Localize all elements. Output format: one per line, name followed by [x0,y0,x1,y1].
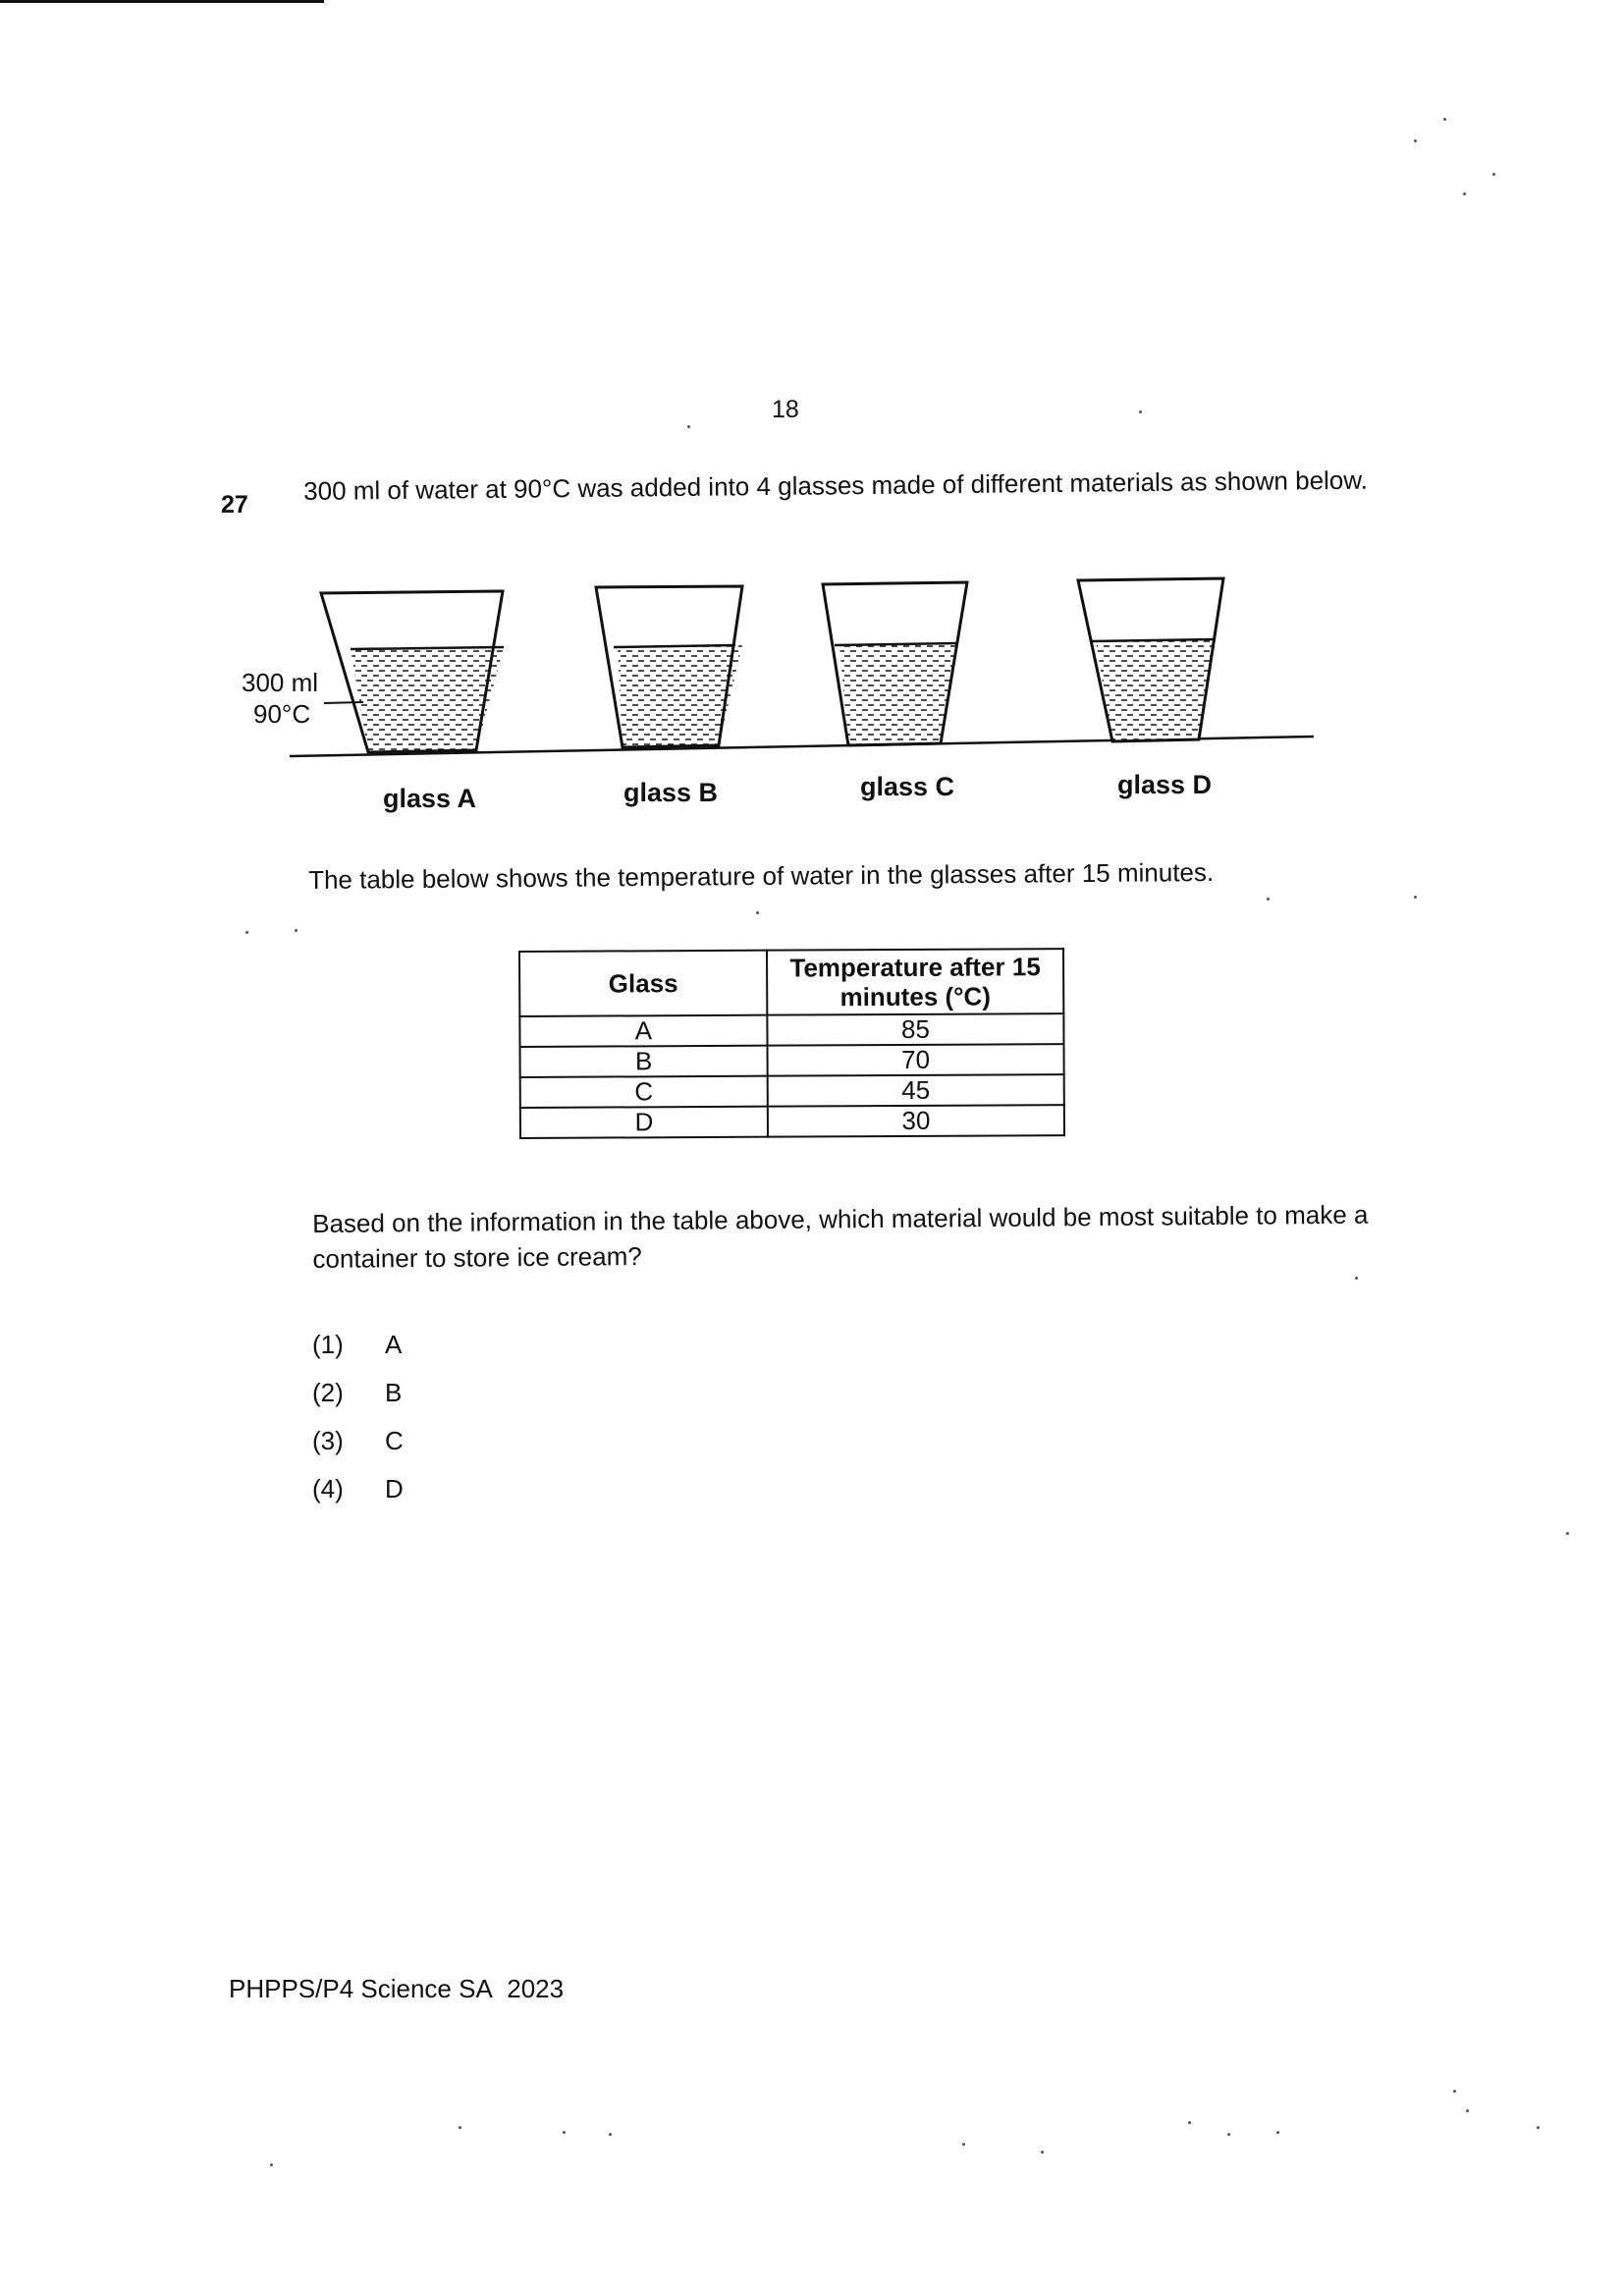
header-glass: Glass [519,951,767,1016]
volume-label: 300 ml [242,668,319,697]
glass-c-label: glass C [860,772,955,801]
glass-d-label: glass D [1117,770,1213,799]
glass-b [596,586,742,747]
table-row [520,1074,1064,1108]
cell-temperature: 70 [768,1044,1064,1076]
answer-options [312,1321,404,1513]
header-temperature: Temperature after 15 minutes (°C) [767,949,1063,1015]
glasses-diagram [226,570,1335,825]
label-pointer [324,702,363,703]
cell-glass: D [520,1107,768,1138]
option-2[interactable] [312,1369,404,1417]
cell-glass: B [520,1046,768,1077]
option-4[interactable] [312,1465,404,1513]
option-text: C [385,1426,404,1455]
cell-glass: C [520,1076,768,1108]
temperature-label: 90°C [253,699,311,729]
footer-year: 2023 [507,1974,565,2003]
cell-temperature: 85 [767,1013,1063,1046]
glass-d [1078,578,1223,741]
question-stem: 300 ml of water at 90°C was added into 4 glasses made of different materials as shown below. [303,465,1369,506]
table-row [519,1013,1063,1047]
option-number: (2) [312,1378,344,1407]
glass-a [321,591,504,752]
glass-a-label: glass A [383,784,477,813]
option-text: D [385,1474,404,1503]
option-1[interactable] [312,1321,404,1369]
option-3[interactable] [312,1417,404,1465]
cell-temperature: 45 [768,1074,1064,1107]
question-prompt: Based on the information in the table above, which material would be most suitable to make a container to store ice cream? [312,1199,1369,1274]
question-number: 27 [221,491,248,519]
option-number: (1) [312,1330,344,1359]
option-number: (3) [312,1426,344,1455]
table-row [520,1044,1064,1077]
option-text: B [385,1378,403,1407]
cell-glass: A [519,1015,767,1047]
footer [229,1974,564,2004]
temperature-table [518,948,1065,1139]
cell-temperature: 30 [768,1105,1064,1137]
table-caption: The table below shows the temperature of water in the glasses after 15 minutes. [308,856,1215,895]
glass-c [823,582,967,745]
glass-b-label: glass B [623,778,719,807]
option-number: (4) [312,1474,344,1503]
table-row [520,1105,1064,1138]
table-header-row [519,949,1063,1016]
top-rule [0,0,324,3]
footer-paper: PHPPS/P4 Science SA [229,1974,493,2003]
page-number: 18 [772,396,799,423]
option-text: A [385,1330,403,1359]
